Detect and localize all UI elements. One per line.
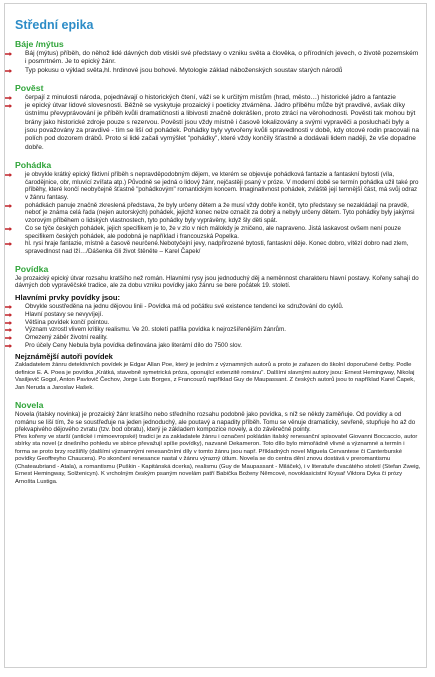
novela-intro: Novela (italsky novinka) je prozaický žánr kratšího nebo středního rozsahu podobně jako povídka, s níž se někdy zaměňuje. Od povídky a od románu se liší tím, že se soustřeďuje na jeden jednoduchý, ale poutavý a napadity příběh. Tomu se věnuje dramaticky, sevřeně, stupňuje ho až do překvapivého dějového zvratu (tzv. bod obratu), který je základem kompozice novely, a do závěrečné pointy. xyxy=(15,410,416,434)
novela-details: Přes kořeny ve starší (antické i mimoevropské) tradici je za zakladatele žánru i označení pokládán italský renesanční spisovatel Giovanni Boccaccio, autor sbírky sta novel (z dnešního pohledu ve sbírce převažují spíše povídky), nazvané Dekameron. Toto dílo bylo mimořádně vlivné a významné a termín i forma se proto brzy rozšířily (dalšími významnými renesančními díly v tomto žánru jsou např. Příkladných novel Miguela Cervantese či Canterburské povídky Geoffreyho Chaucera). Po skončení renesance nastal v žánru výrazný útlum. Novela se do centra dění znovu dostává v preromantismu (Chateaubriand - Atala), a romantismu (Puškin - Kapitánská dcerka), realismu (Guy de Maupassant - Miláček), i v literatuře dvacátého století (Stefan Zweig, Ernest Hemingway, Solženicyn). K vrcholným českým psaným novelám patří Babička Boženy Němcové, novoklasicistní Krysař Viktora Dyka či prózy Arnošta Lustiga. xyxy=(15,434,421,485)
heading-novela: Novela xyxy=(15,399,44,410)
povidka-intro: Je prozaický epický útvar rozsahu kratšího než román. Hlavními rysy jsou jednoduchý děj a neměnnost charakteru hlavní postavy. Kořeny sahají do dávných dob vypravěčské tradice, ale za dobu vzniku povídky jako žánru se bere počátek 19. století. xyxy=(15,274,419,290)
arrow-bullet-icon xyxy=(5,69,12,73)
section-povidka xyxy=(15,264,421,392)
list-item: Hlavní postavy se nevyvíjejí. xyxy=(15,311,421,319)
list-item: pohádkách panuje značně zkreslená představa, že byly určeny dětem a že musí vždy dobře končit, tyto představy se nezakládají na pravdě, neboť je známa celá řada (nejen autorských) pohádek, jejichž konec nelze označit za dobrý a nebyly určeny dětem. Tyto pohádky byly jakýmsi vzorovým příběhem o lidských vlastnostech, tyto pohádky byly vyprávěny, když šly děti spát. xyxy=(15,202,421,225)
list-item: Obvykle soustředěna na jednu dějovou linii - Povídka má od počátku své existence tendenci ke sdružování do cyklů. xyxy=(15,303,421,311)
list-item: Význam vzrostl vlivem kritiky realismu. Ve 20. století patřila povídka k nejrozšířenějším žánrům. xyxy=(15,326,421,334)
heading-povidka: Povídka xyxy=(15,263,49,274)
arrow-bullet-icon xyxy=(5,96,12,100)
arrow-bullet-icon xyxy=(5,104,12,108)
section-novela xyxy=(15,400,421,486)
list-item: Typ pokusu o výklad světa,hl. hrdinové jsou bohové. Mytologie základ náboženských soustav starých národů xyxy=(15,67,421,75)
page-title: Střední epika xyxy=(15,18,94,32)
list-item: Co se týče českých pohádek, jejich specifikem je to, že v zlo v nich málokdy je zničeno, ale napraveno. Jistá laskavost ovšem není pouze specifikem českých pohádek, ale podobná je například i francouzská Popelka. xyxy=(15,225,421,240)
arrow-bullet-icon xyxy=(5,328,12,332)
section-pohadka xyxy=(15,160,421,256)
section-povest xyxy=(15,83,421,152)
list-item: Omezený záběr životní reality. xyxy=(15,334,421,342)
list-item: Většina povídek končí pointou. xyxy=(15,319,421,327)
arrow-bullet-icon xyxy=(5,242,12,246)
subheading-authors: Nejznámější autoři povídek xyxy=(15,352,113,362)
arrow-bullet-icon xyxy=(5,204,12,208)
list-item: hl. rysi hraje fantazie, místně a časově neurčené.Nebotyčejní jevy, nadpřirozené bytosti, fantaskní děje. Konec dobro, vítězí dobro nad zlem, spravedlnost nad lží…/Dášenka čili život štěněte – Karel Čapek/ xyxy=(15,240,421,255)
authors-text: Zakladatelem žánru detektivních povídek je Edgar Allan Poe, který je jedním z významných autorů a proto je zařazen do školní doporučené četby. Podle definice E. A. Poea je povídka „Krátká, stavebně symetrická próza, oponující extenzitě románu". Dalšími slavnými autory jsou: Ernest Hemingway, Nikolaj Vasiljevič Gogol, Anton Pavlovič Čechov, Jorge Luis Borges, z Francouzů například Guy de Maupassant. Z českých autorů jsou to například Karel Čapek, Jan Neruda a Jaroslav Hašek. xyxy=(15,362,415,391)
arrow-bullet-icon xyxy=(5,173,12,177)
heading-baje: Báje /mýtus xyxy=(15,39,64,49)
list-item: čerpají z minulosti národa, pojednávají o historických čtení, váží se k určitým místům (hrad, město…) historické jádro a fantazie xyxy=(15,94,421,102)
list-item: Pro účely Ceny Nebula byla povídka definována jako literární dílo do 7500 slov. xyxy=(15,342,421,350)
arrow-bullet-icon xyxy=(5,227,12,231)
heading-pohadka: Pohádka xyxy=(15,159,52,170)
arrow-bullet-icon xyxy=(5,336,12,340)
list-item: je epický útvar lidové slovesnosti. Běžně se vyskytuje prozaický i poeticky ztvárněna. Jádro příběhu může být pravdivé, avšak díky ústnímu převyprávování je příběh kvůli dramatičnosti a libivosti značně dokrášlen, proto ztrácí na věrohodnosti. Pověsti tak mohou být brány jako historické zdroje pouze s rezervou. Pověstí jsou vždy místně i časově lokalizovány a svými vypravěči a posluchači byly a jsou považovány za pravdivé - tím se liší od pohádek. Pohádky byly vytvořeny kvůli spravedlnosti v době, kdy otcové rodin pracovali na polích pod dozorem drábů. Proto si lidé začali vymýšlet "pohádky", které vždy končily šťastně a dodávali lidem naději, že vše dopadne dobře. xyxy=(15,102,421,152)
section-baje xyxy=(15,39,421,75)
document-page xyxy=(4,3,427,668)
list-item: Báj (mýtus) příběh, do něhož lidé dávných dob vtiskli své představy o vzniku světa a člověka, o přírodních jevech, o životě pozemském i posmrtném. Je to epický žánr. xyxy=(15,50,421,67)
arrow-bullet-icon xyxy=(5,321,12,325)
arrow-bullet-icon xyxy=(5,313,12,317)
arrow-bullet-icon xyxy=(5,344,12,348)
arrow-bullet-icon xyxy=(5,52,12,56)
heading-povest: Pověst xyxy=(15,82,44,93)
arrow-bullet-icon xyxy=(5,305,12,309)
list-item: je obvykle krátký epický fiktivní příběh s nepravděpodobným dějem, ve kterém se objevuje pohádková fantazie a fantaskní bytosti (víla, čarodějnice, obr, mluvící zvířata atp.) Původně se jedná o lidový žánr, nejčastěji psaný v próze. V moderní době se termín pohádka užil také pro příběhy, které končí neobyčejně šťastně "pohádkovým" romantickým koncem. Imaginativnost pohádek, zvláště její temnější část, má svůj odraz v žánru fantasy. xyxy=(15,171,421,202)
subheading-features: Hlavními prvky povídky jsou: xyxy=(15,293,121,303)
